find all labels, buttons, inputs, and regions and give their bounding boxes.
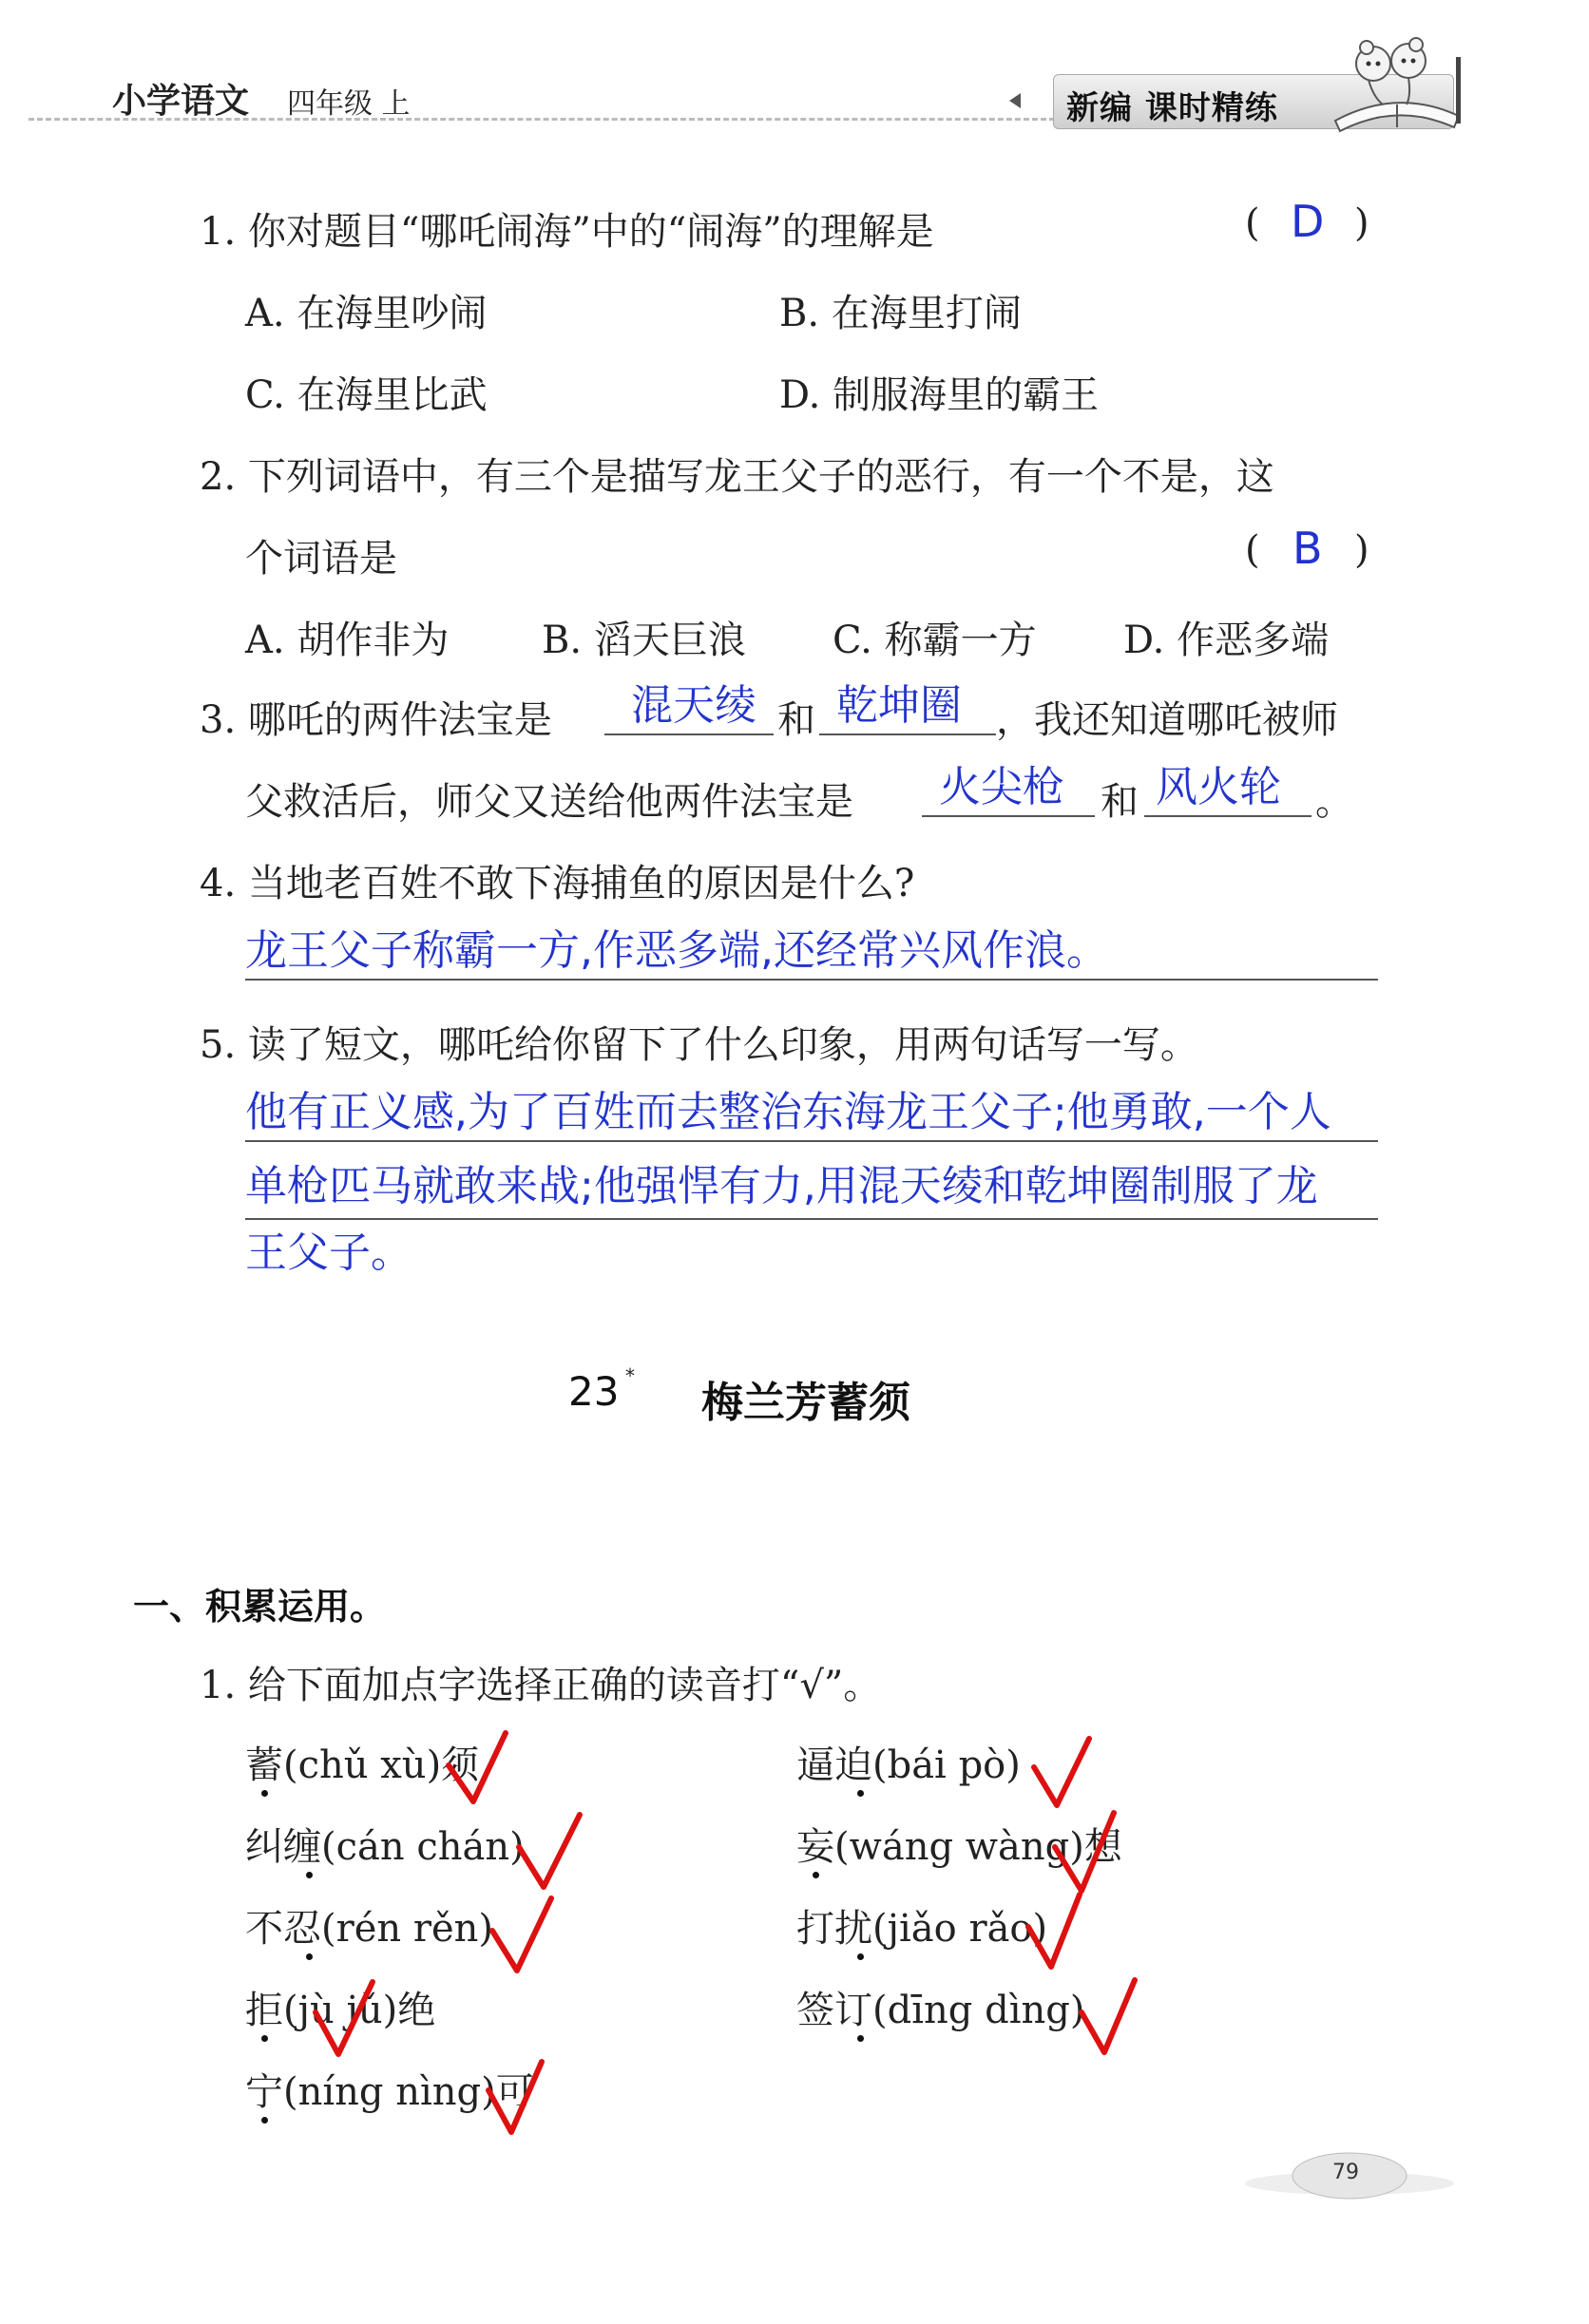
pinyin-item-jujue: 拒(jù jǔ)绝 [245,1989,436,2032]
pinyin-item-darao: 打扰(jiǎo rǎo) [796,1907,1048,1951]
q3-blank3-answer: 火尖枪 [939,763,1064,811]
q3-line2-part1: 父救活后，师父又送给他两件法宝是 [245,780,853,824]
q1-answer: D [1291,196,1325,247]
check-mark-icon [519,1815,580,1887]
q4-stem: 4. 当地老百姓不敢下海捕鱼的原因是什么? [200,862,915,905]
pinyin-item-ningke: 宁(níng nìng)可 [245,2070,534,2114]
q3-blank1-answer: 混天绫 [631,681,756,730]
q2-stem-line2: 个词语是 [245,537,397,581]
q4-answer: 龙王父子称霸一方,作恶多端,还经常兴风作浪。 [245,926,1108,975]
pinyin-item-wangxiang: 妄(wáng wàng)想 [796,1825,1122,1869]
q3-part3: ，我还知道哪吒被师 [996,698,1338,742]
q1-paren-open: ( [1245,201,1260,245]
pinyin-item-burren: 不忍(rén rěn) [245,1907,494,1951]
check-mark-icon [492,1898,551,1971]
q2-option-c: C. 称霸一方 [833,619,1037,662]
q2-stem-line1: 2. 下列词语中，有三个是描写龙王父子的恶行，有一个不是，这 [200,455,1274,499]
q2-paren-close: ) [1354,528,1369,572]
q3-line2-end: 。 [1315,780,1353,824]
pinyin-item-xuxu: 蓄(chǔ xù)须 [245,1743,480,1787]
q3-blank4-answer: 风火轮 [1156,763,1281,811]
check-mark-icon [449,1733,506,1801]
q2-paren-open: ( [1245,528,1260,572]
check-mark-icon [1082,1980,1135,2052]
section1-q1-stem: 1. 给下面加点字选择正确的读音打“√”。 [200,1664,882,1707]
q5-answer-line2: 单枪匹马就敢来战;他强悍有力,用混天绫和乾坤圈制服了龙 [245,1162,1318,1210]
q1-stem: 1. 你对题目“哪吒闹海”中的“闹海”的理解是 [200,210,934,254]
q1-option-a: A. 在海里吵闹 [245,292,488,335]
header-grade: 四年级 上 [287,87,411,121]
q3-line2-part2: 和 [1101,780,1139,824]
check-mark-icon [316,1982,373,2054]
q2-option-b: B. 滔天巨浪 [542,619,746,662]
q2-option-d: D. 作恶多端 [1123,619,1330,662]
q1-option-c: C. 在海里比武 [245,373,488,417]
pinyin-item-jiuchan: 纠缠(cán chán) [245,1825,525,1869]
check-mark-icon [1055,1813,1114,1891]
q3-part2: 和 [777,698,815,742]
check-mark-icon [488,2062,542,2132]
q2-option-a: A. 胡作非为 [245,619,450,662]
q1-option-d: D. 制服海里的霸王 [779,373,1100,417]
q5-stem: 5. 读了短文，哪吒给你留下了什么印象，用两句话写一写。 [200,1023,1198,1067]
q5-answer-line3: 王父子。 [245,1229,412,1277]
q1-option-b: B. 在海里打闹 [779,292,1022,335]
check-mark-icon [1028,1895,1080,1967]
q1-paren-close: ) [1354,201,1369,245]
lesson-number: 23 [568,1368,620,1415]
header-series: 新编 课时精练 [1066,89,1278,127]
lesson-star: * [625,1364,635,1387]
pinyin-item-bipo: 逼迫(bái pò) [796,1743,1021,1787]
q2-answer: B [1292,523,1323,574]
section-heading: 一、积累运用。 [133,1586,387,1628]
q5-answer-line1: 他有正义感,为了百姓而去整治东海龙王父子;他勇敢,一个人 [245,1088,1331,1136]
lesson-title: 梅兰芳蓄须 [701,1379,910,1427]
pinyin-item-qianding: 签订(dīng dìng) [796,1989,1085,2032]
q3-part1: 3. 哪吒的两件法宝是 [200,698,552,742]
check-mark-icon [1034,1739,1089,1805]
page-number: 79 [1332,2161,1359,2184]
header-subject: 小学语文 [112,82,250,121]
q3-blank2-answer: 乾坤圈 [836,681,962,730]
